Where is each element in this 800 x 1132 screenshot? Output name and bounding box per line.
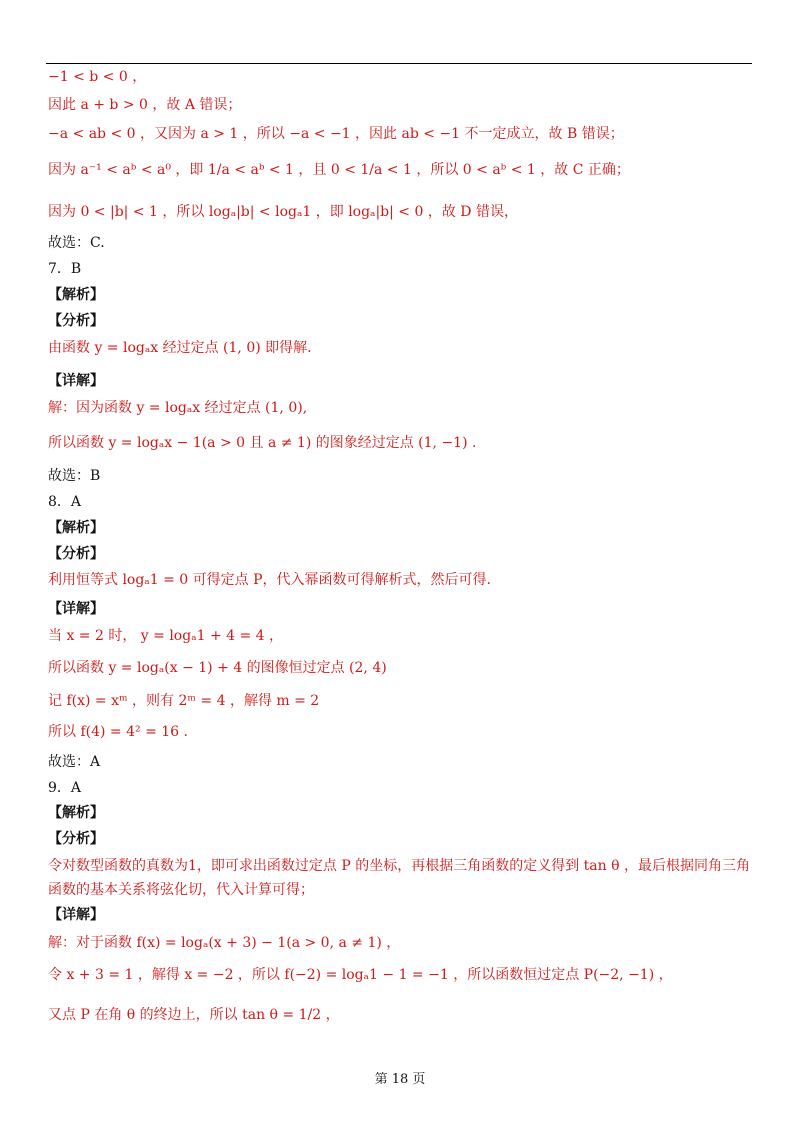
section-fenxi: 【分析】 (48, 831, 104, 847)
text-line-29: 函数的基本关系将弦化切，代入计算可得； (48, 882, 314, 898)
answer-7: 7．B (48, 261, 82, 277)
answer-9: 9．A (48, 780, 82, 796)
text-line-12: 解：因为函数 y = logₐx 经过定点 (1, 0), (48, 400, 308, 416)
text-line-14: 故选：B (48, 468, 101, 484)
text-line-22: 记 f(x) = xᵐ ，则有 2ᵐ = 4 ，解得 m = 2 (48, 693, 320, 709)
text-line-5: 因为 0 < |b| < 1 ，所以 logₐ|b| < logₐ1 ，即 logₐ|b| < 0 ，故 D 错误， (48, 204, 518, 220)
text-line-28: 令对数型函数的真数为1，即可求出函数过定点 P 的坐标，再根据三角函数的定义得到 tan θ ，最后根据同角三角 (48, 858, 750, 874)
section-jiexi: 【解析】 (48, 805, 104, 821)
text-line-13: 所以函数 y = logₐx − 1(a > 0 且 a ≠ 1) 的图象经过定点 (1, −1) . (48, 435, 477, 451)
text-line-18: 利用恒等式 logₐ1 = 0 可得定点 P，代入幂函数可得解析式，然后可得. (48, 572, 491, 588)
text-line-33: 又点 P 在角 θ 的终边上，所以 tan θ = 1/2 ， (48, 1007, 340, 1023)
text-line-1: −1 < b < 0 ， (48, 69, 147, 85)
section-xiangjie: 【详解】 (48, 601, 104, 617)
text-line-21: 所以函数 y = logₐ(x − 1) + 4 的图像恒过定点 (2, 4) (48, 660, 387, 676)
section-fenxi: 【分析】 (48, 313, 104, 329)
answer-8: 8．A (48, 494, 82, 510)
section-jiexi: 【解析】 (48, 287, 104, 303)
text-line-32: 令 x + 3 = 1 ，解得 x = −2 ，所以 f(−2) = logₐ1 − 1 = −1 ，所以函数恒过定点 P(−2, −1) ， (48, 967, 673, 983)
text-line-2: 因此 a + b > 0 ，故 A 错误； (48, 97, 242, 113)
text-line-20: 当 x = 2 时， y = logₐ1 + 4 = 4 ， (48, 628, 284, 644)
text-line-24: 故选：A (48, 754, 101, 770)
text-line-31: 解：对于函数 f(x) = logₐ(x + 3) − 1(a > 0, a ≠ 1) ， (48, 935, 401, 951)
page-number: 第 18 页 (374, 1072, 426, 1087)
section-fenxi: 【分析】 (48, 546, 104, 562)
text-line-3: −a < ab < 0 ，又因为 a > 1 ，所以 −a < −1 ，因此 ab < −1 不一定成立，故 B 错误； (48, 126, 624, 142)
text-line-10: 由函数 y = logₐx 经过定点 (1, 0) 即得解. (48, 340, 312, 356)
section-jiexi: 【解析】 (48, 520, 104, 536)
header-rule (46, 63, 752, 64)
text-line-6: 故选：C. (48, 235, 105, 251)
text-line-4: 因为 a⁻¹ < aᵇ < a⁰ ，即 1/a < aᵇ < 1 ，且 0 < 1/a < 1 ，所以 0 < aᵇ < 1 ，故 C 正确； (48, 162, 630, 178)
section-xiangjie: 【详解】 (48, 373, 104, 389)
text-line-23: 所以 f(4) = 4² = 16 . (48, 724, 188, 740)
section-xiangjie: 【详解】 (48, 907, 104, 923)
